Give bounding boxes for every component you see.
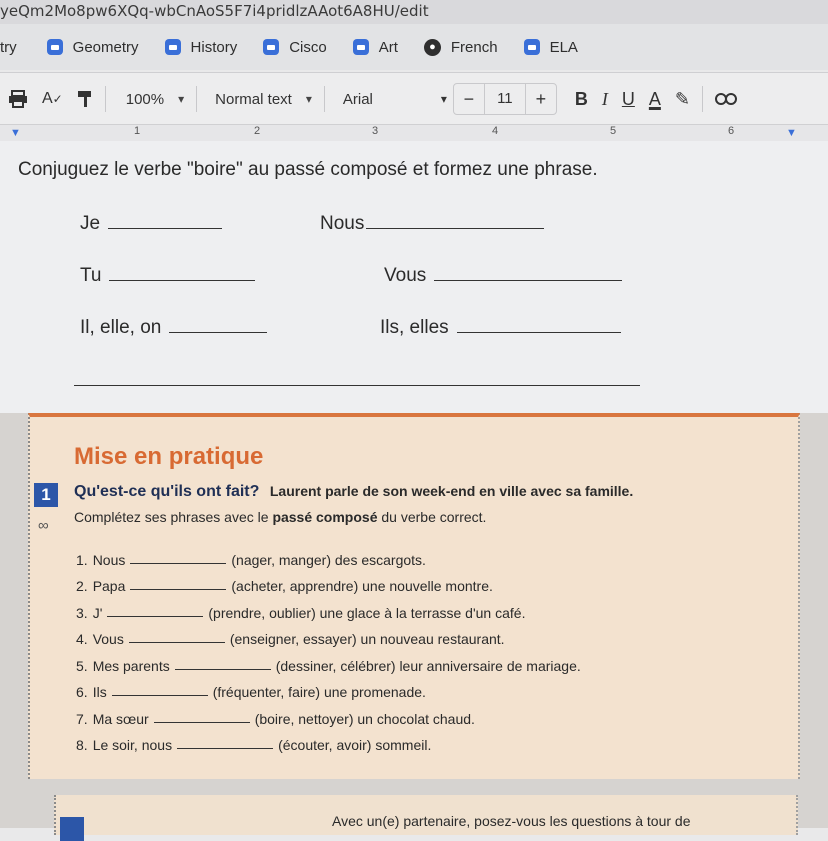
decrease-font-size-button[interactable]: − — [463, 88, 475, 109]
classroom-icon — [524, 39, 540, 55]
chevron-down-icon: ▾ — [440, 92, 447, 106]
section-title: Mise en pratique — [74, 443, 264, 470]
bookmark-cisco[interactable] — [263, 39, 327, 56]
bookmark-history[interactable] — [165, 39, 238, 56]
bookmark-label: French — [450, 38, 498, 56]
globe-icon: ● — [424, 39, 441, 56]
list-item — [76, 727, 581, 754]
sentence-line[interactable] — [74, 385, 640, 386]
instruction-bold: passé composé — [272, 509, 378, 525]
bookmark-label: try — [0, 38, 17, 56]
item-hint: (écouter, avoir) sommeil. — [278, 737, 432, 753]
item-hint: (acheter, apprendre) une nouvelle montre. — [231, 578, 493, 594]
bookmark-try[interactable] — [0, 39, 17, 56]
answer-blank — [130, 588, 226, 590]
item-subject: Papa — [92, 578, 126, 594]
ruler-number: 5 — [610, 125, 617, 137]
ruler-number: 4 — [492, 125, 499, 137]
item-subject: Ils — [92, 684, 107, 700]
increase-font-size-button[interactable]: + — [535, 88, 547, 109]
exercise-number: 1 — [34, 483, 58, 507]
answer-blank[interactable] — [457, 331, 621, 333]
exercise-title: Qu'est-ce qu'ils ont fait? — [74, 483, 260, 500]
bookmark-label: History — [190, 38, 238, 56]
document-page[interactable] — [0, 141, 828, 413]
toolbar-divider — [324, 86, 325, 112]
answer-blank — [175, 668, 271, 670]
ruler[interactable] — [0, 124, 828, 142]
classroom-icon — [353, 39, 369, 55]
pronoun-label: Nous — [320, 213, 365, 234]
answer-blank — [177, 747, 273, 749]
item-number: 5. — [76, 657, 88, 674]
answer-blank[interactable] — [109, 279, 255, 281]
font-size-input[interactable]: 11 — [484, 84, 526, 114]
item-number: 7. — [76, 710, 88, 727]
spellcheck-icon[interactable]: A ✓ — [42, 90, 63, 107]
address-bar[interactable] — [0, 0, 828, 24]
toolbar-divider — [702, 86, 703, 112]
pronoun-label: Je — [80, 213, 101, 234]
item-hint: (enseigner, essayer) un nouveau restaurant. — [229, 631, 505, 647]
list-item — [76, 594, 581, 621]
next-exercise-text: Avec un(e) partenaire, posez-vous les questions à tour de — [332, 813, 691, 829]
bookmark-label: Art — [378, 38, 398, 56]
instruction-prefix: Complétez ses phrases avec le — [74, 509, 273, 525]
ruler-number: 1 — [134, 125, 141, 137]
bookmark-french[interactable] — [424, 39, 498, 56]
text-color-button[interactable]: A — [648, 88, 661, 109]
link-icon[interactable] — [715, 93, 737, 105]
pair-work-icon: ∞ — [38, 517, 49, 534]
print-icon[interactable] — [8, 90, 28, 108]
docs-toolbar — [0, 72, 828, 125]
url-text: yeQm2Mo8pw6XQq-wbCnAoS5F7i4pridlzAAot6A8HU/edit — [0, 2, 429, 20]
bookmarks-bar — [0, 24, 828, 70]
answer-blank — [130, 562, 226, 564]
answer-blank — [129, 641, 225, 643]
bookmark-ela[interactable] — [524, 39, 578, 56]
answer-blank[interactable] — [108, 227, 222, 229]
conjugation-tu — [80, 265, 255, 287]
exercise-items — [76, 541, 581, 753]
next-exercise-page — [54, 795, 798, 835]
item-number: 4. — [76, 631, 88, 647]
answer-blank[interactable] — [366, 227, 544, 229]
answer-blank[interactable] — [434, 279, 622, 281]
list-item — [76, 621, 581, 648]
conjugation-je — [80, 213, 222, 235]
ruler-number: 6 — [728, 125, 735, 137]
item-subject: J' — [92, 604, 103, 621]
item-subject: Nous — [92, 551, 126, 568]
answer-blank — [154, 721, 250, 723]
item-hint: (fréquenter, faire) une promenade. — [212, 684, 426, 700]
conjugation-vous — [384, 265, 622, 287]
pronoun-label: Il, elle, on — [80, 317, 162, 338]
paint-format-icon[interactable] — [77, 90, 93, 108]
exercise-number-badge — [60, 817, 84, 841]
item-number: 3. — [76, 604, 88, 621]
answer-blank[interactable] — [169, 331, 267, 333]
conjugation-ils — [380, 317, 621, 339]
list-item — [76, 647, 581, 674]
bookmark-label: Geometry — [72, 38, 139, 56]
item-hint: (dessiner, célébrer) leur anniversaire de mariage. — [275, 657, 581, 674]
question-text: Conjuguez le verbe "boire" au passé composé et formez une phrase. — [18, 159, 598, 180]
style-select[interactable]: Normal text ▾ — [215, 91, 312, 108]
item-number: 1. — [76, 551, 88, 568]
list-item — [76, 541, 581, 568]
bookmark-label: Cisco — [289, 38, 327, 56]
item-subject: Vous — [92, 631, 124, 647]
pronoun-label: Vous — [384, 265, 427, 286]
exercise-question — [74, 483, 633, 501]
right-indent-marker-icon[interactable]: ▼ — [786, 127, 797, 139]
bold-button[interactable]: B — [574, 88, 588, 109]
ruler-number: 2 — [254, 125, 261, 137]
item-subject: Mes parents — [92, 657, 170, 674]
list-item — [76, 568, 581, 595]
item-number: 8. — [76, 737, 88, 753]
bookmark-geometry[interactable] — [47, 39, 139, 56]
item-subject: Le soir, nous — [92, 737, 173, 753]
answer-blank — [112, 694, 208, 696]
item-number: 2. — [76, 578, 88, 594]
classroom-icon — [47, 39, 63, 55]
italic-button[interactable]: I — [601, 88, 608, 109]
conjugation-il — [80, 317, 267, 339]
underline-button[interactable]: U — [621, 88, 635, 109]
highlight-icon[interactable]: ✎ — [674, 88, 690, 109]
list-item — [76, 700, 581, 727]
bookmark-label: ELA — [549, 38, 578, 56]
classroom-icon — [263, 39, 279, 55]
font-size-control — [453, 83, 557, 115]
classroom-icon — [165, 39, 181, 55]
pronoun-label: Tu — [80, 265, 102, 286]
item-number: 6. — [76, 684, 88, 700]
list-item — [76, 674, 581, 701]
textbook-page — [28, 413, 800, 779]
item-hint: (prendre, oublier) une glace à la terrasse d'un café. — [208, 604, 526, 621]
textbook-image — [0, 413, 828, 828]
font-select[interactable] — [343, 91, 447, 108]
indent-marker-icon[interactable]: ▼ — [10, 127, 21, 139]
pronoun-label: Ils, elles — [380, 317, 449, 338]
font-name: Arial — [342, 90, 373, 108]
toolbar-divider — [196, 86, 197, 112]
item-subject: Ma sœur — [92, 710, 149, 727]
toolbar-divider — [105, 86, 106, 112]
ruler-number: 3 — [372, 125, 379, 137]
exercise-context: Laurent parle de son week-end en ville avec sa famille. — [269, 483, 634, 499]
zoom-select[interactable]: 100% ▾ — [126, 91, 184, 108]
item-hint: (nager, manger) des escargots. — [231, 551, 426, 568]
instruction-suffix: du verbe correct. — [377, 509, 487, 525]
exercise-instruction — [74, 509, 486, 525]
item-hint: (boire, nettoyer) un chocolat chaud. — [254, 710, 475, 727]
bookmark-art[interactable] — [353, 39, 398, 56]
conjugation-nous — [320, 213, 544, 235]
answer-blank — [107, 615, 203, 617]
